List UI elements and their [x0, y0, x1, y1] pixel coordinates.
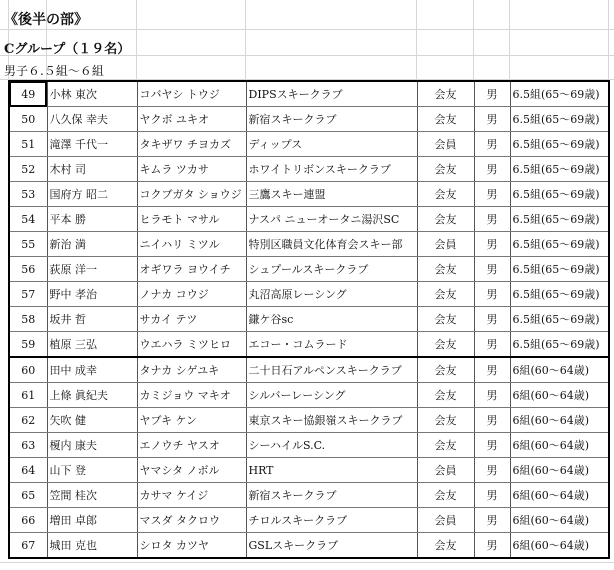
status-cell[interactable]: 会友 [417, 533, 474, 559]
class-cell[interactable]: 6.5組(65～69歳) [510, 107, 609, 132]
name-cell[interactable]: 野中 孝治 [47, 282, 137, 307]
page-title: 《後半の部》 [4, 12, 88, 28]
group-heading: Cグループ（１９名） [4, 42, 131, 57]
class-cell[interactable]: 6組(60～64歳) [510, 533, 609, 559]
table-row[interactable] [9, 357, 609, 383]
bib-number-cell[interactable]: 52 [9, 157, 47, 182]
bib-number-cell[interactable]: 67 [9, 533, 47, 559]
status-cell[interactable]: 会友 [417, 357, 474, 383]
table-row[interactable] [9, 81, 609, 107]
club-cell[interactable]: GSLスキークラブ [246, 533, 417, 559]
club-cell[interactable]: 丸沼高原レーシング [246, 282, 417, 307]
table-row[interactable] [9, 157, 609, 182]
name-cell[interactable]: 矢吹 健 [47, 408, 137, 433]
status-cell[interactable]: 会友 [417, 157, 474, 182]
bib-number-cell[interactable]: 57 [9, 282, 47, 307]
club-cell[interactable]: シルバーレーシング [246, 383, 417, 408]
bib-number-cell[interactable]: 54 [9, 207, 47, 232]
sex-cell[interactable]: 男 [474, 433, 510, 458]
bib-number-cell[interactable]: 66 [9, 508, 47, 533]
sex-cell[interactable]: 男 [474, 408, 510, 433]
class-cell[interactable]: 6組(60～64歳) [510, 383, 609, 408]
sex-cell[interactable]: 男 [474, 332, 510, 358]
name-cell[interactable]: 平本 勝 [47, 207, 137, 232]
class-cell[interactable]: 6.5組(65～69歳) [510, 257, 609, 282]
kana-cell[interactable]: コバヤシ トウジ [137, 81, 246, 107]
class-cell[interactable]: 6.5組(65～69歳) [510, 332, 609, 358]
name-cell[interactable]: 増田 卓郎 [47, 508, 137, 533]
table-row[interactable] [9, 307, 609, 332]
club-cell[interactable]: エコー・コムラード [246, 332, 417, 358]
sex-cell[interactable]: 男 [474, 107, 510, 132]
kana-cell[interactable]: ヤマシタ ノボル [137, 458, 246, 483]
kana-cell[interactable]: ノナカ コウジ [137, 282, 246, 307]
sex-cell[interactable]: 男 [474, 207, 510, 232]
sex-cell[interactable]: 男 [474, 157, 510, 182]
sex-cell[interactable]: 男 [474, 383, 510, 408]
table-row[interactable] [9, 458, 609, 483]
table-row[interactable] [9, 383, 609, 408]
kana-cell[interactable]: カミジョウ マキオ [137, 383, 246, 408]
name-cell[interactable]: 田中 成幸 [47, 357, 137, 383]
table-row[interactable] [9, 483, 609, 508]
bib-number-cell[interactable]: 61 [9, 383, 47, 408]
name-cell[interactable]: 植原 三弘 [47, 332, 137, 358]
kana-cell[interactable]: ヒラモト マサル [137, 207, 246, 232]
bib-number-cell[interactable]: 51 [9, 132, 47, 157]
class-cell[interactable]: 6組(60～64歳) [510, 408, 609, 433]
kana-cell[interactable]: マスダ タクロウ [137, 508, 246, 533]
kana-cell[interactable]: ウエハラ ミツヒロ [137, 332, 246, 358]
bib-number-cell[interactable]: 58 [9, 307, 47, 332]
table-row[interactable] [9, 107, 609, 132]
club-cell[interactable]: ホワイトリボンスキークラブ [246, 157, 417, 182]
bib-number-cell[interactable]: 50 [9, 107, 47, 132]
club-cell[interactable]: シーハイルS.C. [246, 433, 417, 458]
roster-table [8, 80, 610, 559]
class-cell[interactable]: 6.5組(65～69歳) [510, 157, 609, 182]
name-cell[interactable]: 山下 登 [47, 458, 137, 483]
status-cell[interactable]: 会友 [417, 408, 474, 433]
club-cell[interactable]: 新宿スキークラブ [246, 107, 417, 132]
sex-cell[interactable]: 男 [474, 81, 510, 107]
club-cell[interactable]: シュプールスキークラブ [246, 257, 417, 282]
status-cell[interactable]: 会友 [417, 483, 474, 508]
sex-cell[interactable]: 男 [474, 282, 510, 307]
club-cell[interactable]: ディップス [246, 132, 417, 157]
class-cell[interactable]: 6.5組(65～69歳) [510, 182, 609, 207]
kana-cell[interactable]: コクブガタ ショウジ [137, 182, 246, 207]
status-cell[interactable]: 会友 [417, 207, 474, 232]
bib-number-cell[interactable]: 64 [9, 458, 47, 483]
club-cell[interactable]: 特別区職員文化体育会スキー部 [246, 232, 417, 257]
table-row[interactable] [9, 533, 609, 559]
class-cell[interactable]: 6組(60～64歳) [510, 357, 609, 383]
status-cell[interactable]: 会員 [417, 508, 474, 533]
club-cell[interactable]: 鎌ケ谷sc [246, 307, 417, 332]
name-cell[interactable]: 上條 眞紀夫 [47, 383, 137, 408]
kana-cell[interactable]: キムラ ツカサ [137, 157, 246, 182]
bib-number-cell[interactable]: 53 [9, 182, 47, 207]
name-cell[interactable]: 榎内 康夫 [47, 433, 137, 458]
table-row[interactable] [9, 132, 609, 157]
bib-number-cell[interactable]: 62 [9, 408, 47, 433]
name-cell[interactable]: 木村 司 [47, 157, 137, 182]
table-row[interactable] [9, 433, 609, 458]
status-cell[interactable]: 会友 [417, 282, 474, 307]
club-cell[interactable]: ナスパ ニューオータニ湯沢SC [246, 207, 417, 232]
kana-cell[interactable]: ニイハリ ミツル [137, 232, 246, 257]
category-heading: 男子６.５組～６組 [4, 64, 104, 78]
class-cell[interactable]: 6組(60～64歳) [510, 508, 609, 533]
name-cell[interactable]: 城田 克也 [47, 533, 137, 559]
table-row[interactable] [9, 408, 609, 433]
sex-cell[interactable]: 男 [474, 257, 510, 282]
kana-cell[interactable]: カサマ ケイジ [137, 483, 246, 508]
club-cell[interactable]: HRT [246, 458, 417, 483]
club-cell[interactable]: 新宿スキークラブ [246, 483, 417, 508]
table-row[interactable] [9, 232, 609, 257]
sex-cell[interactable]: 男 [474, 483, 510, 508]
name-cell[interactable]: 八久保 幸夫 [47, 107, 137, 132]
club-cell[interactable]: チロルスキークラブ [246, 508, 417, 533]
name-cell[interactable]: 荻原 洋一 [47, 257, 137, 282]
kana-cell[interactable]: シロタ カツヤ [137, 533, 246, 559]
sex-cell[interactable]: 男 [474, 132, 510, 157]
status-cell[interactable]: 会員 [417, 132, 474, 157]
status-cell[interactable]: 会友 [417, 332, 474, 358]
name-cell[interactable]: 笠間 桂次 [47, 483, 137, 508]
kana-cell[interactable]: ヤクボ ユキオ [137, 107, 246, 132]
class-cell[interactable]: 6組(60～64歳) [510, 433, 609, 458]
table-row[interactable] [9, 332, 609, 358]
name-cell[interactable]: 小林 東次 [47, 81, 137, 107]
bib-number-cell[interactable]: 60 [9, 357, 47, 383]
table-row[interactable] [9, 257, 609, 282]
status-cell[interactable]: 会友 [417, 383, 474, 408]
name-cell[interactable]: 国府方 昭二 [47, 182, 137, 207]
sex-cell[interactable]: 男 [474, 458, 510, 483]
club-cell[interactable]: 東京スキー協銀嶺スキークラブ [246, 408, 417, 433]
class-cell[interactable]: 6.5組(65～69歳) [510, 232, 609, 257]
sex-cell[interactable]: 男 [474, 307, 510, 332]
class-cell[interactable]: 6.5組(65～69歳) [510, 282, 609, 307]
status-cell[interactable]: 会友 [417, 307, 474, 332]
status-cell[interactable]: 会友 [417, 107, 474, 132]
name-cell[interactable]: 坂井 哲 [47, 307, 137, 332]
sex-cell[interactable]: 男 [474, 357, 510, 383]
status-cell[interactable]: 会友 [417, 182, 474, 207]
kana-cell[interactable]: タキザワ チヨカズ [137, 132, 246, 157]
class-cell[interactable]: 6.5組(65～69歳) [510, 207, 609, 232]
status-cell[interactable]: 会員 [417, 232, 474, 257]
status-cell[interactable]: 会友 [417, 433, 474, 458]
bib-number-cell[interactable]: 56 [9, 257, 47, 282]
name-cell[interactable]: 新治 満 [47, 232, 137, 257]
sex-cell[interactable]: 男 [474, 533, 510, 559]
sex-cell[interactable]: 男 [474, 182, 510, 207]
class-cell[interactable]: 6.5組(65～69歳) [510, 81, 609, 107]
table-row[interactable] [9, 282, 609, 307]
class-cell[interactable]: 6組(60～64歳) [510, 483, 609, 508]
status-cell[interactable]: 会友 [417, 81, 474, 107]
kana-cell[interactable]: エノウチ ヤスオ [137, 433, 246, 458]
table-row[interactable] [9, 508, 609, 533]
class-cell[interactable]: 6組(60～64歳) [510, 458, 609, 483]
kana-cell[interactable]: サカイ テツ [137, 307, 246, 332]
club-cell[interactable]: 二十日石アルペンスキークラブ [246, 357, 417, 383]
table-row[interactable] [9, 182, 609, 207]
kana-cell[interactable]: ヤブキ ケン [137, 408, 246, 433]
class-cell[interactable]: 6.5組(65～69歳) [510, 307, 609, 332]
bib-number-cell[interactable]: 59 [9, 332, 47, 358]
club-cell[interactable]: 三鷹スキー連盟 [246, 182, 417, 207]
bib-number-cell[interactable]: 49 [9, 81, 47, 107]
kana-cell[interactable]: オギワラ ヨウイチ [137, 257, 246, 282]
sex-cell[interactable]: 男 [474, 232, 510, 257]
class-cell[interactable]: 6.5組(65～69歳) [510, 132, 609, 157]
status-cell[interactable]: 会員 [417, 458, 474, 483]
bib-number-cell[interactable]: 65 [9, 483, 47, 508]
kana-cell[interactable]: タナカ シゲユキ [137, 357, 246, 383]
sex-cell[interactable]: 男 [474, 508, 510, 533]
club-cell[interactable]: DIPSスキークラブ [246, 81, 417, 107]
bib-number-cell[interactable]: 55 [9, 232, 47, 257]
status-cell[interactable]: 会友 [417, 257, 474, 282]
table-row[interactable] [9, 207, 609, 232]
bib-number-cell[interactable]: 63 [9, 433, 47, 458]
name-cell[interactable]: 滝澤 千代一 [47, 132, 137, 157]
